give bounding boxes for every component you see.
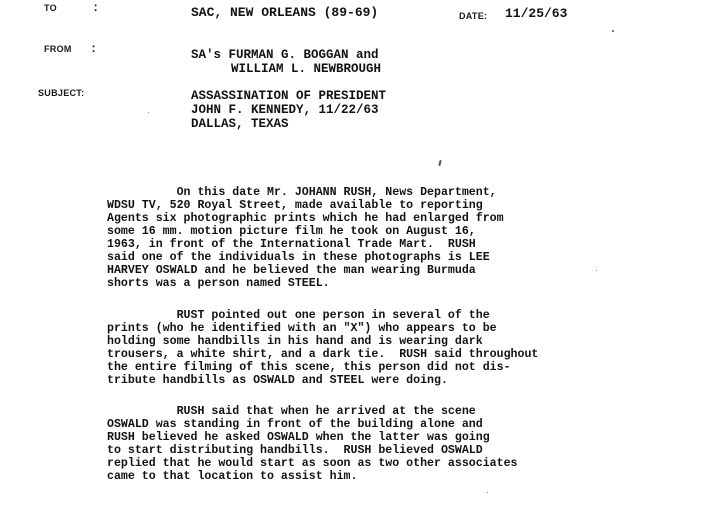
para1-line-2: WDSU TV, 520 Royal Street, made available to reporting bbox=[107, 199, 483, 212]
subject-line-1: ASSASSINATION OF PRESIDENT bbox=[191, 89, 387, 103]
para1-line-5: 1963, in front of the International Trade Mart. RUSH bbox=[107, 238, 476, 251]
from-line-1: SA's FURMAN G. BOGGAN and bbox=[191, 48, 379, 62]
scan-speck bbox=[438, 160, 441, 166]
para2-line-1: RUST pointed out one person in several of the bbox=[107, 309, 490, 322]
para1-line-3: Agents six photographic prints which he had enlarged from bbox=[107, 212, 504, 225]
from-line-2: WILLIAM L. NEWBROUGH bbox=[231, 62, 382, 76]
para3-line-5: replied that he would start as soon as two other associates bbox=[107, 457, 518, 470]
para1-line-4: some 16 mm. motion picture film he took on August 16, bbox=[107, 225, 476, 238]
para2-line-2: prints (who he identified with an "X") who appears to be bbox=[107, 322, 497, 335]
from-colon: : bbox=[90, 42, 98, 56]
scan-speck bbox=[487, 492, 488, 493]
para3-line-4: to start distributing handbills. RUSH believed OSWALD bbox=[107, 444, 483, 457]
para1-line-6: said one of the individuals in these photographs is LEE bbox=[107, 251, 490, 264]
para1-line-7: HARVEY OSWALD and he believed the man wearing Burmuda bbox=[107, 264, 476, 277]
scan-speck bbox=[596, 270, 597, 271]
subject-line-3: DALLAS, TEXAS bbox=[191, 117, 289, 131]
para3-line-3: RUSH believed he asked OSWALD when the latter was going bbox=[107, 431, 490, 444]
date-label: DATE: bbox=[459, 11, 488, 21]
to-colon: : bbox=[92, 1, 100, 15]
subject-label: SUBJECT: bbox=[38, 88, 85, 98]
scan-speck bbox=[612, 30, 614, 32]
para2-line-5: the entire filming of this scene, this person did not dis- bbox=[107, 361, 511, 374]
para1-line-1: On this date Mr. JOHANN RUSH, News Department, bbox=[107, 186, 497, 199]
para3-line-2: OSWALD was standing in front of the building alone and bbox=[107, 418, 483, 431]
to-value: SAC, NEW ORLEANS (89-69) bbox=[191, 5, 379, 20]
to-label: TO bbox=[44, 3, 57, 13]
from-label: FROM bbox=[44, 44, 72, 54]
para1-line-8: shorts was a person named STEEL. bbox=[107, 277, 330, 290]
para2-line-4: trousers, a white shirt, and a dark tie. RUSH said throughout bbox=[107, 348, 539, 361]
para3-line-1: RUSH said that when he arrived at the scene bbox=[107, 405, 476, 418]
para2-line-3: holding some handbills in his hand and is wearing dark bbox=[107, 335, 483, 348]
date-value: 11/25/63 bbox=[505, 6, 568, 21]
para3-line-6: came to that location to assist him. bbox=[107, 470, 358, 483]
subject-line-2: JOHN F. KENNEDY, 11/22/63 bbox=[191, 103, 379, 117]
scan-speck bbox=[148, 112, 149, 113]
para2-line-6: tribute handbills as OSWALD and STEEL were doing. bbox=[107, 374, 448, 387]
